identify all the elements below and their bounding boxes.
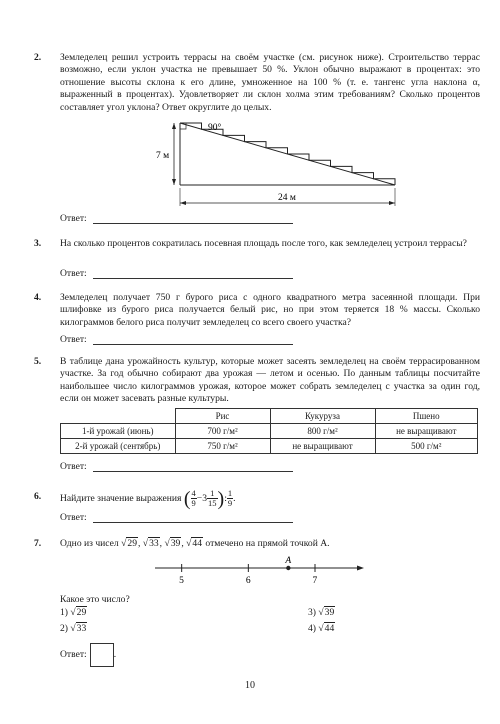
length-label: 24 м bbox=[278, 193, 296, 203]
radicand: 44 bbox=[192, 538, 202, 549]
radicand: 33 bbox=[76, 623, 87, 634]
table-cell: 750 г/м² bbox=[175, 439, 270, 454]
task-6 bbox=[34, 488, 480, 510]
task-3 bbox=[34, 238, 480, 250]
sqrt-expression: √44 bbox=[186, 538, 202, 549]
option-number: 3) bbox=[308, 607, 316, 618]
task-7 bbox=[34, 538, 480, 550]
answer-field[interactable] bbox=[93, 334, 293, 345]
axis-arrow-icon bbox=[357, 566, 364, 571]
option-number: 1) bbox=[60, 607, 68, 618]
answer-row-6 bbox=[60, 512, 293, 523]
table-row bbox=[61, 439, 478, 454]
terrace-figure bbox=[150, 120, 410, 215]
answer-period: . bbox=[113, 649, 117, 661]
radicand: 39 bbox=[324, 607, 335, 618]
radicand: 29 bbox=[76, 607, 87, 618]
answer-label: Ответ: bbox=[60, 268, 87, 279]
paren-open: ( bbox=[183, 487, 191, 510]
sqrt-expression: √39 bbox=[164, 538, 181, 549]
arrow-up-icon bbox=[172, 123, 176, 129]
table-cell: 500 г/м² bbox=[375, 439, 478, 454]
axis-tick-label: 6 bbox=[245, 576, 251, 586]
option-3[interactable] bbox=[308, 607, 335, 618]
page-number: 10 bbox=[245, 680, 255, 691]
answer-label: Ответ: bbox=[60, 649, 87, 661]
minus-term: −3 bbox=[196, 493, 208, 504]
question-text: Какое это число? bbox=[60, 594, 130, 605]
task-number: 6. bbox=[34, 491, 42, 502]
arrow-left-icon bbox=[180, 201, 186, 205]
task-text bbox=[60, 538, 480, 550]
fraction-denominator: 9 bbox=[191, 498, 196, 509]
table-row bbox=[61, 424, 478, 439]
option-4[interactable] bbox=[308, 623, 335, 634]
fraction-numerator: 4 bbox=[191, 488, 196, 499]
table-corner bbox=[61, 409, 176, 424]
fraction bbox=[207, 489, 218, 508]
table-header: Рис bbox=[175, 409, 270, 424]
task-text bbox=[60, 488, 480, 510]
axis-tick-label: 5 bbox=[179, 576, 184, 586]
answer-row-3 bbox=[60, 268, 293, 279]
option-number: 4) bbox=[308, 623, 316, 634]
radicand: 29 bbox=[127, 538, 137, 549]
period: . bbox=[233, 493, 236, 504]
sqrt-expression: √33 bbox=[142, 538, 159, 549]
table-header: Пшено bbox=[375, 409, 478, 424]
task-number: 4. bbox=[34, 292, 42, 303]
number-line bbox=[150, 556, 370, 588]
separator: , bbox=[181, 538, 184, 549]
sqrt-expression: √39 bbox=[318, 607, 335, 618]
radicand: 33 bbox=[149, 538, 159, 549]
table-cell: не выращивают bbox=[270, 439, 375, 454]
option-number: 2) bbox=[60, 623, 68, 634]
task-2 bbox=[34, 52, 480, 114]
radicand: 39 bbox=[170, 538, 181, 549]
axis-tick-label: 7 bbox=[312, 576, 318, 586]
fraction-numerator: 1 bbox=[227, 488, 233, 499]
task-text-after: отмечено на прямой точкой A. bbox=[205, 538, 330, 549]
height-label: 7 м bbox=[156, 151, 170, 161]
paren-close: ) bbox=[217, 487, 225, 510]
point-a bbox=[286, 566, 290, 570]
answer-label: Ответ: bbox=[60, 461, 87, 472]
radicand: 44 bbox=[324, 623, 335, 634]
answer-box[interactable] bbox=[90, 643, 117, 667]
point-a-label: A bbox=[285, 556, 292, 566]
task-text: В таблице дана урожайность культур, которые может засеять земледелец на своём террасированном участке. За год обычно собирают два урожая — летом и осенью. По данным таблицы посчитайте наибольшее число килограммов урожая, которое может собрать земледелец с участка за один год, если он может засевать разные культуры. bbox=[60, 356, 480, 405]
fraction-numerator: 1 bbox=[207, 489, 218, 499]
task-number: 7. bbox=[34, 538, 42, 549]
task-number: 3. bbox=[34, 238, 42, 249]
task-text: Земледелец решил устроить террасы на своём участке (см. рисунок ниже). Строительство террас возможно, если уклон участка не превышает 50 %. Уклон обычно выражают в процентах: это отношение высоты склона к его длине, умноженное на 100 % (т. е. тангенс угла наклона α, выраженный в процентах). Удовлетворяет ли склон холма этим требованиям? Сколько процентов составляет угол уклона? Ответ округлите до целых. bbox=[60, 52, 480, 113]
answer-row-4 bbox=[60, 334, 293, 345]
division-sign: : bbox=[224, 493, 227, 504]
task-5 bbox=[34, 356, 480, 406]
fraction-denominator: 9 bbox=[227, 498, 233, 509]
option-1[interactable] bbox=[60, 607, 87, 618]
sqrt-expression: √33 bbox=[70, 623, 87, 634]
answer-row-5 bbox=[60, 461, 293, 472]
answer-row-7 bbox=[60, 643, 116, 667]
task-text-before: Одно из чисел bbox=[60, 538, 119, 549]
yield-table bbox=[60, 408, 478, 454]
table-cell: 800 г/м² bbox=[270, 424, 375, 439]
sqrt-expression: √29 bbox=[70, 607, 87, 618]
answer-field[interactable] bbox=[93, 213, 293, 224]
answer-label: Ответ: bbox=[60, 512, 87, 523]
answer-field[interactable] bbox=[93, 461, 293, 472]
answer-field[interactable] bbox=[93, 268, 293, 279]
answer-field[interactable] bbox=[93, 512, 293, 523]
axis-ticks bbox=[179, 564, 317, 586]
task-text: На сколько процентов сократилась посевная площадь после того, как земледелец устроил террасы? bbox=[60, 238, 467, 249]
task-4 bbox=[34, 292, 480, 329]
table-cell: не выращивают bbox=[375, 424, 478, 439]
answer-row-2 bbox=[60, 213, 293, 224]
table-header: Кукуруза bbox=[270, 409, 375, 424]
angle-label: 90° bbox=[208, 123, 222, 133]
option-2[interactable] bbox=[60, 623, 87, 634]
sqrt-expression: √29 bbox=[121, 538, 137, 549]
task-number: 5. bbox=[34, 356, 42, 367]
answer-label: Ответ: bbox=[60, 213, 87, 224]
sqrt-expression: √44 bbox=[318, 623, 335, 634]
arrow-down-icon bbox=[172, 179, 176, 185]
task-text: Земледелец получает 750 г бурого риса с одного квадратного метра засеянной площади. При шлифовке из бурого риса получается белый рис, но при этом теряется 18 % массы. Сколько килограммов белого риса получит земледелец со всего своего участка? bbox=[60, 292, 480, 328]
table-row-label: 1-й урожай (июнь) bbox=[61, 424, 176, 439]
arrow-right-icon bbox=[389, 201, 395, 205]
separator: , bbox=[159, 538, 163, 549]
answer-label: Ответ: bbox=[60, 334, 87, 345]
separator: , bbox=[137, 538, 141, 549]
table-cell: 700 г/м² bbox=[175, 424, 270, 439]
task-text-label: Найдите значение выражения bbox=[60, 493, 182, 504]
table-row-label: 2-й урожай (сентябрь) bbox=[61, 439, 176, 454]
fraction-denominator: 15 bbox=[208, 498, 217, 509]
task-number: 2. bbox=[34, 52, 42, 63]
table-header-row bbox=[61, 409, 478, 424]
